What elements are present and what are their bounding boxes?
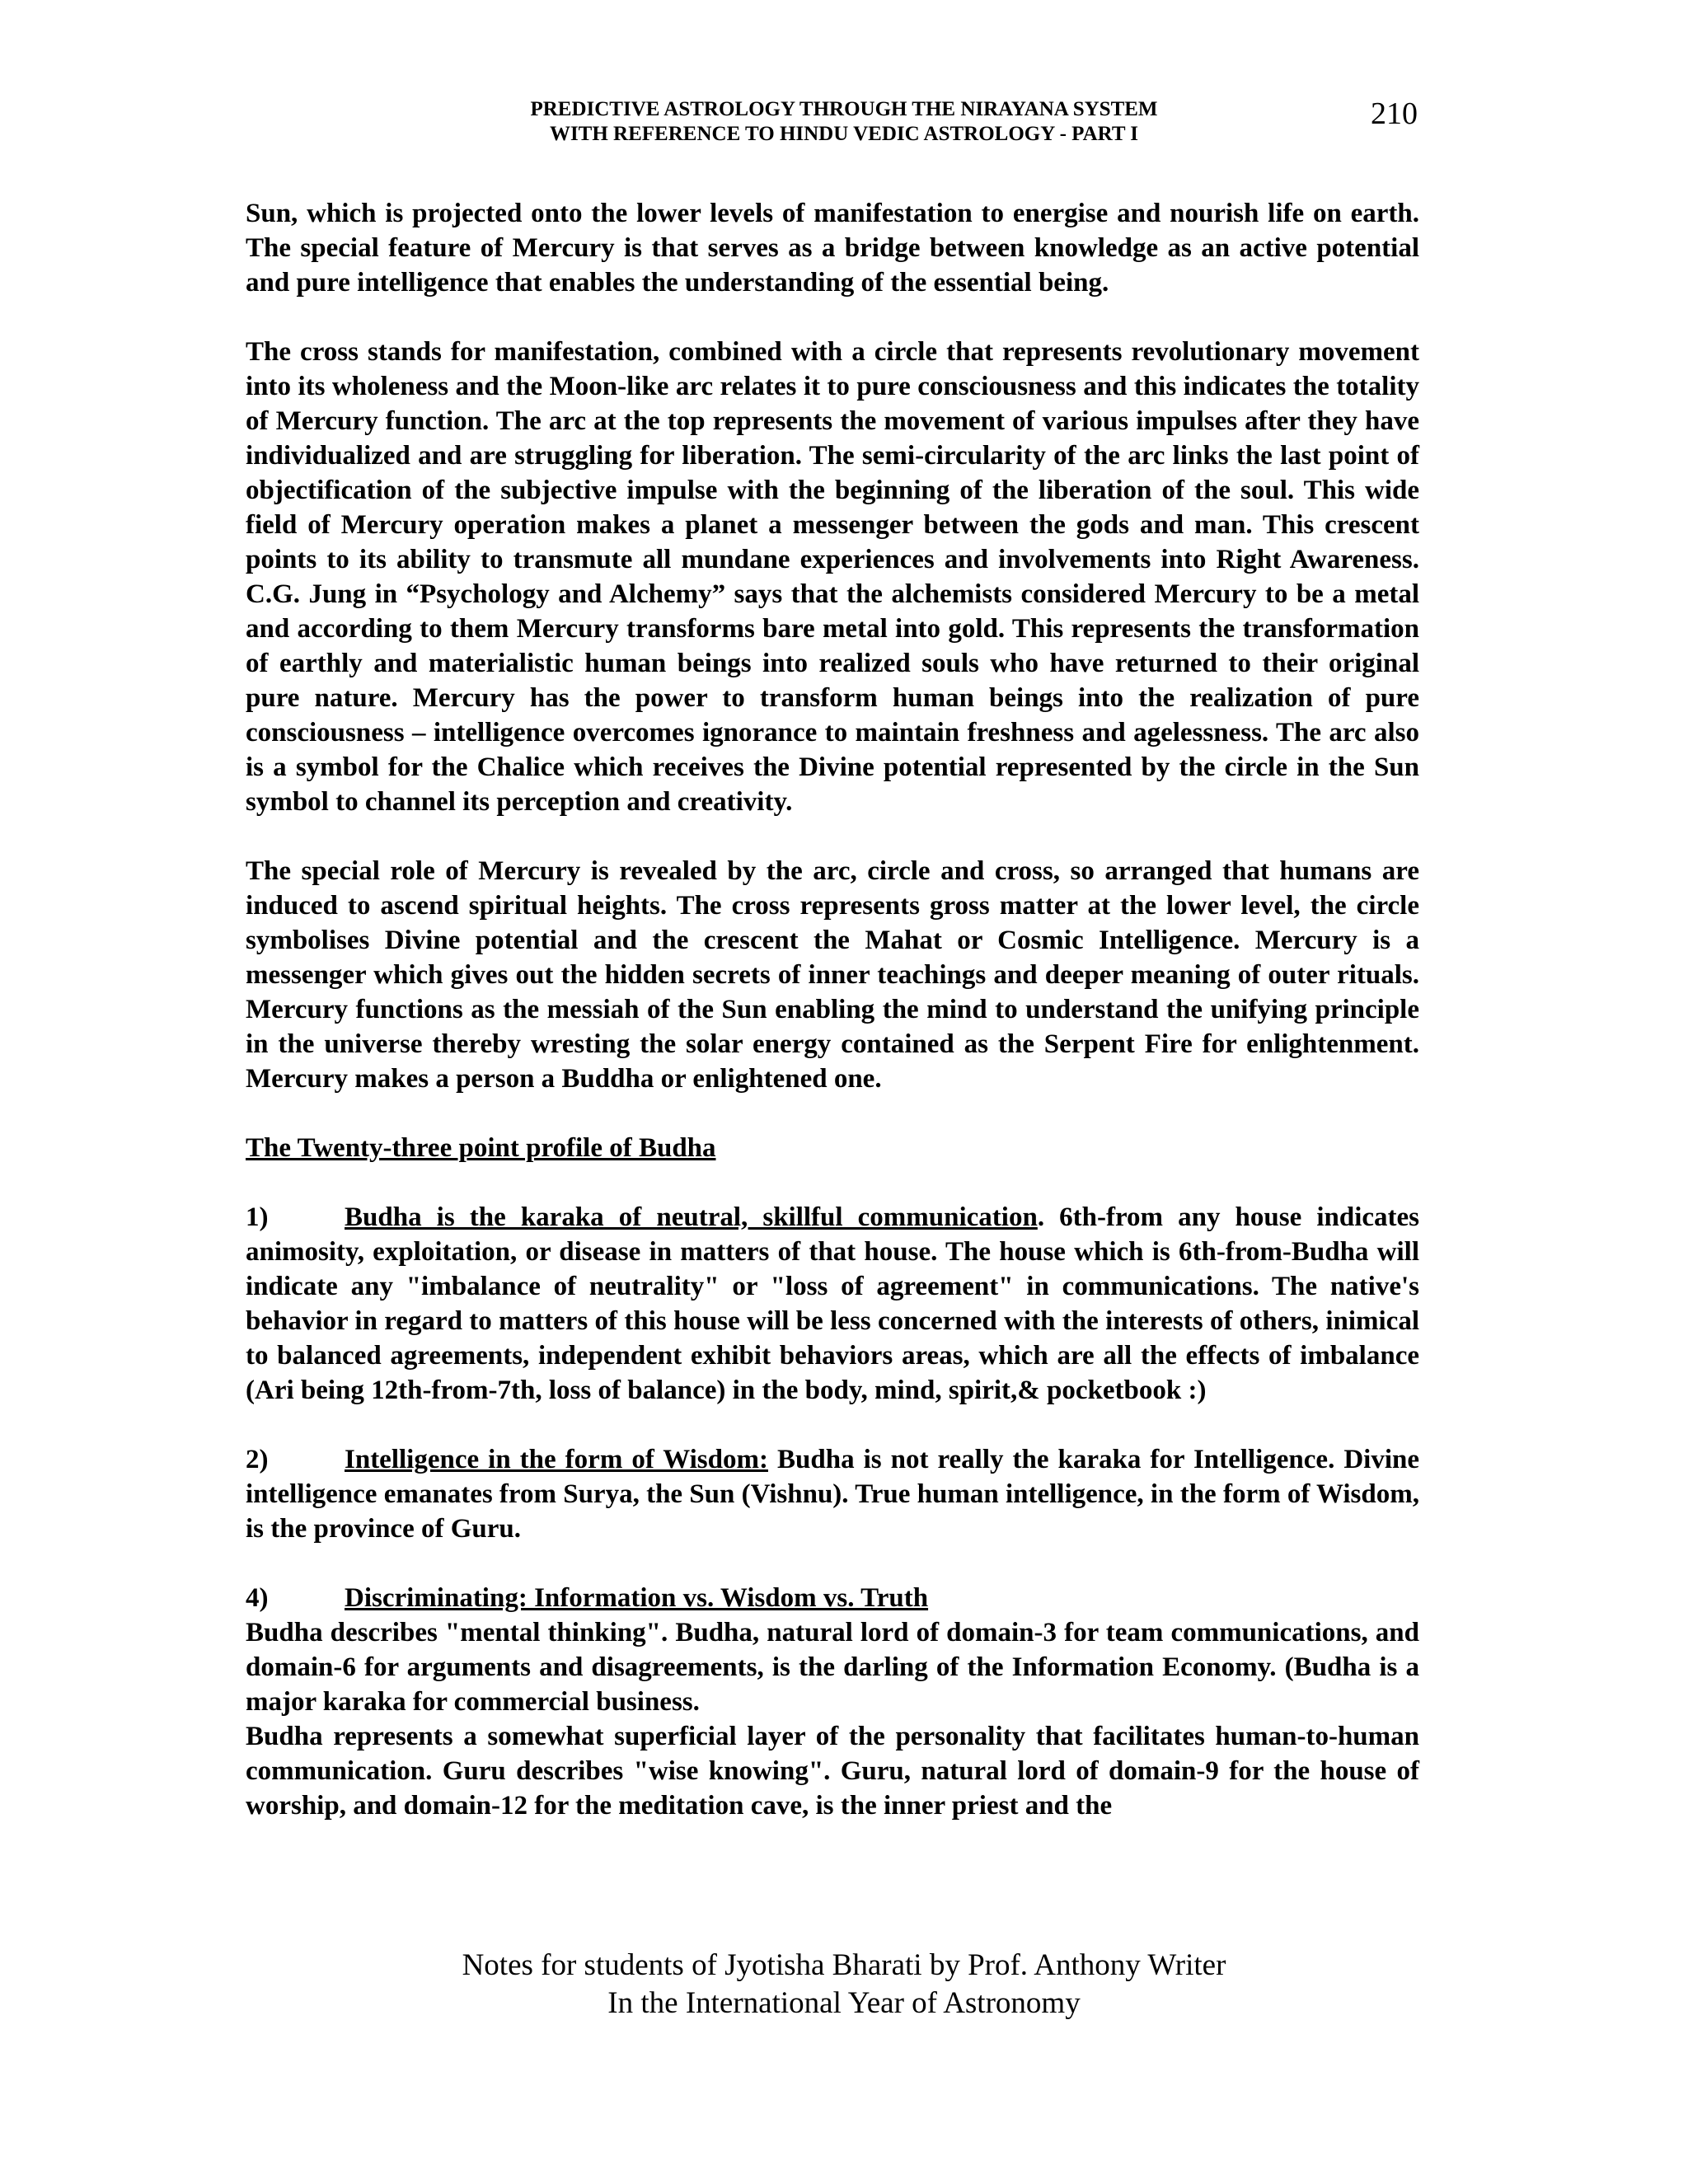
- item-paragraph: Budha represents a somewhat superficial layer of the personality that facilitates human-to-human communication. Guru describes "wise knowing". Guru, natural lord of domain-9 for the house of worship, and domain-12 for the meditation cave, is the inner priest and the: [246, 1722, 1419, 1821]
- item-paragraph: Budha describes "mental thinking". Budha, natural lord of domain-3 for team communications, and domain-6 for arguments and disagreements, is the darling of the Information Economy. (Budha is a major karaka for commercial business.: [246, 1618, 1419, 1717]
- paragraph: The special role of Mercury is revealed by the arc, circle and cross, so arranged that humans are induced to ascend spiritual heights. The cross represents gross matter at the lower level, the circle symbolises Divine potential and the crescent the Mahat or Cosmic Intelligence. Mercury is a messenger which gives out the hidden secrets of inner teachings and deeper meaning of outer rituals. Mercury functions as the messiah of the Sun enabling the mind to understand the unifying principle in the universe thereby wresting the solar energy contained as the Serpent Fire for enlightenment. Mercury makes a person a Buddha or enlightened one.: [246, 856, 1419, 1094]
- list-item: [246, 1200, 1419, 1408]
- paragraph: The cross stands for manifestation, combined with a circle that represents revolutionary movement into its wholeness and the Moon-like arc relates it to pure consciousness and this indicates the totality of Mercury function. The arc at the top represents the movement of various impulses after they have individualized and are struggling for liberation. The semi-circularity of the arc links the last point of objectification of the subjective impulse with the beginning of the liberation of the soul. This wide field of Mercury operation makes a planet a messenger between the gods and man. This crescent points to its ability to transmute all mundane experiences and involvements into Right Awareness. C.G. Jung in “Psychology and Alchemy” says that the alchemists considered Mercury to be a metal and according to them Mercury transforms bare metal into gold. This represents the transformation of earthly and materialistic human beings into realized souls who have returned to their original pure nature. Mercury has the power to transform human beings into the realization of pure consciousness – intelligence overcomes ignorance to maintain freshness and agelessness. The arc also is a symbol for the Chalice which receives the Divine potential represented by the circle in the Sun symbol to channel its perception and creativity.: [246, 337, 1419, 817]
- item-text: 6th-from any house indicates animosity, exploitation, or disease in matters of that house. The house which is 6th-from-Budha will indicate any "imbalance of neutrality" or "loss of agreement" in communications. The native's behavior in regard to matters of this house will be less concerned with the interests of others, inimical to balanced agreements, independent exhibit behaviors areas, which are all the effects of imbalance (Ari being 12th-from-7th, loss of balance) in the body, mind, spirit,& pocketbook :): [246, 1202, 1419, 1405]
- footer-line-2: In the International Year of Astronomy: [607, 1986, 1081, 2020]
- item-text: Budha is not really the karaka for Intelligence. Divine intelligence emanates from Surya, the Sun (Vishnu). True human intelligence, in the form of Wisdom, is the province of Guru.: [246, 1445, 1420, 1544]
- paragraph: Sun, which is projected onto the lower levels of manifestation to energise and nourish life on earth. The special feature of Mercury is that serves as a bridge between knowledge as an active potential and pure intelligence that enables the understanding of the essential being.: [246, 199, 1419, 298]
- item-title: Budha is the karaka of neutral, skillful communication: [345, 1202, 1038, 1232]
- footer-line-1: Notes for students of Jyotisha Bharati by Prof. Anthony Writer: [462, 1948, 1226, 1982]
- list-item: [246, 1581, 1419, 1615]
- page-body: [246, 196, 1419, 1823]
- header-line-2: WITH REFERENCE TO HINDU VEDIC ASTROLOGY - PART I: [549, 123, 1139, 145]
- section-heading: The Twenty-three point profile of Budha: [246, 1133, 716, 1163]
- item-number: 1): [246, 1202, 269, 1232]
- running-header: [0, 97, 1688, 147]
- list-item: [246, 1442, 1419, 1546]
- item-number: 4): [246, 1583, 269, 1613]
- item-title: Intelligence in the form of Wisdom:: [345, 1445, 768, 1474]
- item-number: 2): [246, 1445, 269, 1474]
- item-title-suffix: .: [1037, 1202, 1045, 1232]
- item-title: Discriminating: Information vs. Wisdom vs. Truth: [345, 1583, 929, 1613]
- page-footer: [0, 1947, 1688, 2022]
- page-number: 210: [1371, 96, 1418, 131]
- header-line-1: PREDICTIVE ASTROLOGY THROUGH THE NIRAYANA SYSTEM: [530, 98, 1158, 120]
